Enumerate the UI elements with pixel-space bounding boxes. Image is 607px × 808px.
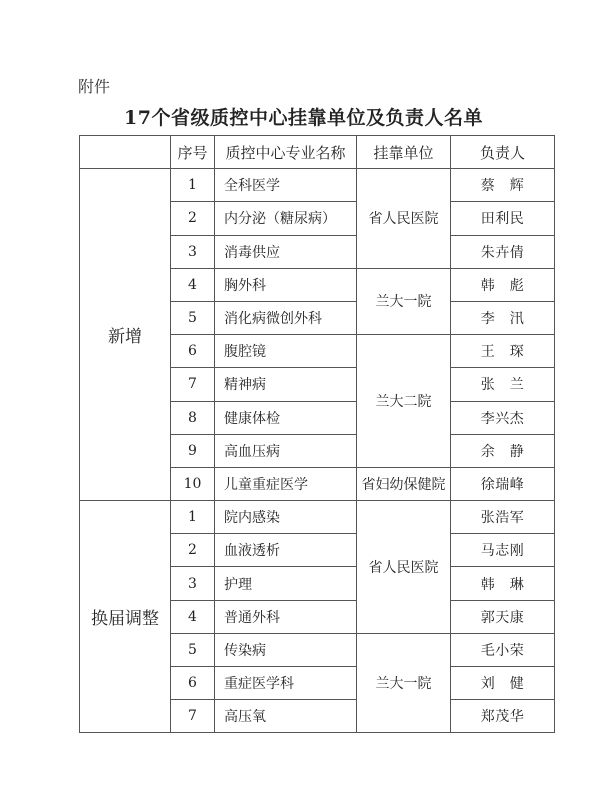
center-name-cell: 腹腔镜 (215, 335, 357, 368)
person-in-charge-cell: 毛小荣 (451, 633, 555, 666)
person-in-charge-cell: 王 琛 (451, 335, 555, 368)
table-body (80, 169, 555, 733)
center-name-cell: 精神病 (215, 368, 357, 401)
table-row (80, 169, 555, 202)
center-name-cell: 普通外科 (215, 600, 357, 633)
attachment-label: 附件 (78, 77, 111, 96)
host-unit-cell: 兰大二院 (357, 335, 451, 468)
row-number-cell: 7 (171, 700, 215, 733)
host-unit-cell: 兰大一院 (357, 268, 451, 334)
person-in-charge-cell: 韩 彪 (451, 268, 555, 301)
center-table (79, 135, 555, 733)
center-name-cell: 高压氧 (215, 700, 357, 733)
host-unit-cell: 省妇幼保健院 (357, 467, 451, 500)
center-name-cell: 胸外科 (215, 268, 357, 301)
person-in-charge-cell: 徐瑞峰 (451, 467, 555, 500)
row-number-cell: 7 (171, 368, 215, 401)
person-in-charge-cell: 张 兰 (451, 368, 555, 401)
header-number: 序号 (171, 136, 215, 169)
center-name-cell: 院内感染 (215, 501, 357, 534)
row-number-cell: 3 (171, 567, 215, 600)
category-cell: 新增 (80, 169, 171, 501)
table-row (80, 501, 555, 534)
person-in-charge-cell: 韩 琳 (451, 567, 555, 600)
document-title: 17个省级质控中心挂靠单位及负责人名单 (124, 107, 483, 129)
host-unit-cell: 兰大一院 (357, 633, 451, 733)
person-in-charge-cell: 李兴杰 (451, 401, 555, 434)
person-in-charge-cell: 朱卉倩 (451, 235, 555, 268)
header-person-in-charge: 负责人 (451, 136, 555, 169)
center-name-cell: 血液透析 (215, 534, 357, 567)
header-host-unit: 挂靠单位 (357, 136, 451, 169)
row-number-cell: 1 (171, 501, 215, 534)
person-in-charge-cell: 余 静 (451, 434, 555, 467)
header-center-name: 质控中心专业名称 (215, 136, 357, 169)
row-number-cell: 2 (171, 534, 215, 567)
person-in-charge-cell: 刘 健 (451, 667, 555, 700)
host-unit-cell: 省人民医院 (357, 169, 451, 269)
table-header-row (80, 136, 555, 169)
row-number-cell: 9 (171, 434, 215, 467)
row-number-cell: 5 (171, 633, 215, 666)
row-number-cell: 8 (171, 401, 215, 434)
center-name-cell: 高血压病 (215, 434, 357, 467)
row-number-cell: 5 (171, 301, 215, 334)
person-in-charge-cell: 郭天康 (451, 600, 555, 633)
center-name-cell: 内分泌（糖尿病） (215, 202, 357, 235)
center-name-cell: 健康体检 (215, 401, 357, 434)
row-number-cell: 10 (171, 467, 215, 500)
row-number-cell: 4 (171, 268, 215, 301)
person-in-charge-cell: 郑茂华 (451, 700, 555, 733)
category-cell: 换届调整 (80, 501, 171, 733)
header-category (80, 136, 171, 169)
center-name-cell: 护理 (215, 567, 357, 600)
center-name-cell: 消化病微创外科 (215, 301, 357, 334)
center-name-cell: 传染病 (215, 633, 357, 666)
center-name-cell: 消毒供应 (215, 235, 357, 268)
center-name-cell: 儿童重症医学 (215, 467, 357, 500)
person-in-charge-cell: 李 汛 (451, 301, 555, 334)
host-unit-cell: 省人民医院 (357, 501, 451, 634)
person-in-charge-cell: 张浩军 (451, 501, 555, 534)
person-in-charge-cell: 马志刚 (451, 534, 555, 567)
center-name-cell: 重症医学科 (215, 667, 357, 700)
person-in-charge-cell: 蔡 辉 (451, 169, 555, 202)
row-number-cell: 6 (171, 335, 215, 368)
row-number-cell: 6 (171, 667, 215, 700)
row-number-cell: 4 (171, 600, 215, 633)
row-number-cell: 1 (171, 169, 215, 202)
center-name-cell: 全科医学 (215, 169, 357, 202)
person-in-charge-cell: 田利民 (451, 202, 555, 235)
row-number-cell: 3 (171, 235, 215, 268)
row-number-cell: 2 (171, 202, 215, 235)
